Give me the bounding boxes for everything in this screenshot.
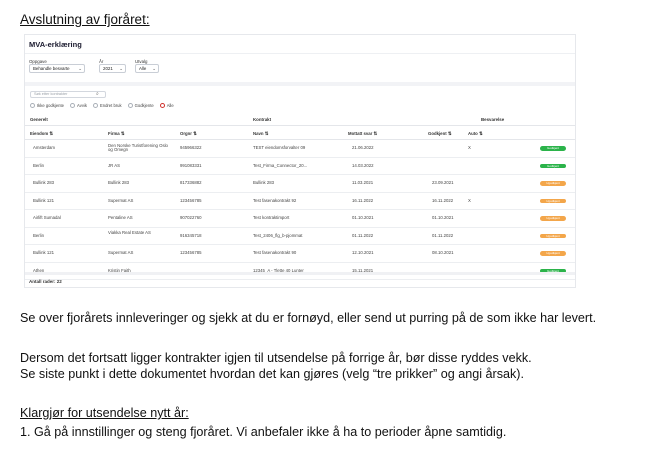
- cell-godkjent: 16.11.2022: [432, 197, 454, 203]
- cell-orgnr: 123456785: [180, 250, 202, 255]
- table-row[interactable]: [25, 140, 575, 158]
- cell-orgnr: 991083331: [180, 162, 202, 168]
- filter-label-utvalg: Utvalg: [135, 59, 148, 64]
- cell-navn: Test kontraktimport: [253, 215, 290, 220]
- cell-firma: Supermat AS: [108, 250, 134, 255]
- radio-circle-icon: [70, 103, 75, 108]
- paragraph-cleanup: Dersom det fortsatt ligger kontrakter igjen til utsendelse på forrige år, bør disse ryddes vekk.: [20, 351, 532, 365]
- cell-navn: TEST eiendomsforvalter 09: [253, 145, 306, 150]
- cell-firma: JR AS: [108, 162, 120, 168]
- cell-godkjent: 08.10.2021: [432, 250, 454, 255]
- cell-eiendom: Bullink 121: [33, 250, 55, 255]
- row-count: Antall rader: 22: [29, 279, 62, 284]
- cell-navn: 12345_A - Tlette 40 Lunter: [253, 267, 304, 273]
- cell-orgnr: 945966322: [180, 145, 202, 150]
- cell-orgnr: 907022760: [180, 215, 202, 220]
- cell-mottatt: 11.03.2021: [352, 180, 374, 185]
- status-badge: Ugodkjent: [540, 234, 566, 239]
- cell-eiendom: Airlift Sumadal: [33, 215, 61, 220]
- search-input[interactable]: Søk etter kontrakter: [30, 91, 106, 98]
- section-heading-prepare: Klargjør for utsendelse nytt år:: [20, 406, 189, 420]
- radio-label: Endret bruk: [99, 103, 122, 108]
- radio-godkjente[interactable]: [128, 103, 154, 108]
- cell-firma: Den Norske Turistforening Oslo og Omegn: [108, 142, 168, 153]
- cell-firma: Bullink 283: [108, 180, 130, 185]
- column-header-mottatt[interactable]: Mottatt svar ⇅: [348, 131, 378, 136]
- radio-label: Avvik: [77, 103, 87, 108]
- radio-avvik[interactable]: [70, 103, 87, 108]
- cell-orgnr: 123456785: [180, 197, 202, 203]
- cell-navn: Test_Firma_Connector_20...: [253, 162, 308, 168]
- column-header-eiendom[interactable]: Eiendom ⇅: [30, 131, 53, 136]
- status-badge: Ugodkjent: [540, 181, 566, 186]
- cell-firma: Supermat AS: [108, 197, 134, 203]
- paragraph-step1: 1. Gå på innstillinger og steng fjoråret. Vi anbefaler ikke å ha to perioder åpne samtidig.: [20, 425, 507, 439]
- cell-eiendom: Amsterdam: [33, 145, 55, 150]
- horizontal-scrollbar[interactable]: [25, 272, 575, 275]
- panel-separator: [25, 82, 575, 86]
- radio-ikke-godkjente[interactable]: [30, 103, 64, 108]
- cell-mottatt: 21.06.2022: [352, 145, 374, 150]
- table-row[interactable]: [25, 175, 575, 193]
- paragraph-review: Se over fjorårets innleveringer og sjekk at du er fornøyd, eller send ut purring på de som ikke har levert.: [20, 311, 597, 325]
- search-icon[interactable]: ⌕: [96, 91, 99, 97]
- cell-auto: X: [468, 145, 471, 150]
- status-badge: Ugodkjent: [540, 251, 566, 256]
- utvalg-select-value: Alle: [139, 66, 147, 71]
- cell-eiendom: Berlin: [33, 162, 44, 168]
- cell-navn: Test_2406_flg_b-pjommat: [253, 232, 303, 238]
- cell-godkjent: 23.09.2021: [432, 180, 454, 185]
- status-badge: Godkjent: [540, 146, 566, 151]
- cell-mottatt: 15.11.2021: [352, 267, 374, 273]
- year-select-value: 2021: [103, 66, 113, 71]
- radio-label: Ikke godkjente: [37, 103, 65, 108]
- status-badge: Ugodkjent: [540, 216, 566, 221]
- radio-selected-icon: [160, 103, 165, 108]
- table-row[interactable]: [25, 158, 575, 176]
- filter-label-ar: År: [99, 59, 104, 64]
- radio-circle-icon: [128, 103, 133, 108]
- cell-orgnr: 916345718: [180, 232, 202, 238]
- cell-godkjent: 01.11.2022: [432, 232, 454, 238]
- cell-eiendom: Athen: [33, 267, 45, 273]
- status-badge: Godkjent: [540, 269, 566, 274]
- group-header-generelt: Generelt: [30, 117, 48, 122]
- cell-mottatt: 01.11.2022: [352, 232, 374, 238]
- radio-circle-icon: [30, 103, 35, 108]
- filter-label-oppgave: Oppgave: [29, 59, 47, 64]
- utvalg-select[interactable]: [135, 64, 159, 73]
- status-badge: Godkjent: [540, 164, 566, 169]
- year-select[interactable]: [99, 64, 126, 73]
- cell-eiendom: Bullink 283: [33, 180, 55, 185]
- cell-mottatt: 01.10.2021: [352, 215, 374, 220]
- oppgave-select[interactable]: [29, 64, 85, 73]
- column-header-godkjent[interactable]: Godkjent ⇅: [428, 131, 452, 136]
- chevron-down-icon: ⌄: [78, 66, 82, 71]
- table-row[interactable]: [25, 228, 575, 246]
- group-header-besvarelse: Besvarelse: [481, 117, 505, 122]
- paragraph-howto: Se siste punkt i dette dokumentet hvordan det kan gjøres (velg “tre prikker” og angi årsak).: [20, 367, 524, 381]
- divider: [25, 125, 575, 126]
- column-header-orgnr[interactable]: Orgnr ⇅: [180, 131, 197, 136]
- table-row[interactable]: [25, 245, 575, 263]
- table-row[interactable]: [25, 193, 575, 211]
- divider: [25, 53, 575, 54]
- radio-endret-bruk[interactable]: [93, 103, 122, 108]
- column-header-navn[interactable]: Navn ⇅: [253, 131, 269, 136]
- column-header-auto[interactable]: Auto ⇅: [468, 131, 483, 136]
- cell-firma: Pentaline AS: [108, 215, 133, 220]
- cell-mottatt: 12.10.2021: [352, 250, 374, 255]
- section-heading-closing: Avslutning av fjoråret:: [20, 12, 150, 27]
- radio-label: Alle: [166, 103, 174, 108]
- chevron-down-icon: ⌄: [152, 66, 156, 71]
- radio-alle[interactable]: [160, 103, 174, 108]
- cell-firma: Kristin Faith: [108, 267, 131, 273]
- cell-eiendom: Bullink 121: [33, 197, 55, 203]
- cell-eiendom: Berlin: [33, 232, 44, 238]
- cell-godkjent: 01.10.2021: [432, 215, 454, 220]
- cell-firma: Viakka Real Estate AS: [108, 230, 151, 235]
- group-header-kontrakt: Kontrakt: [253, 117, 272, 122]
- chevron-down-icon: ⌄: [119, 66, 123, 71]
- app-title: MVA-erklæring: [29, 40, 82, 49]
- cell-navn: Test fasenakontrakt 92: [253, 197, 297, 203]
- column-header-firma[interactable]: Firma ⇅: [108, 131, 125, 136]
- cell-orgnr: 817336882: [180, 180, 202, 185]
- embedded-screenshot: [24, 34, 576, 288]
- status-badge: Ugodkjent: [540, 199, 566, 204]
- cell-mottatt: 16.11.2022: [352, 197, 374, 203]
- radio-label: Godkjente: [134, 103, 154, 108]
- radio-circle-icon: [93, 103, 98, 108]
- status-filter-radios: [30, 103, 174, 108]
- oppgave-select-value: Behandle besvarte: [33, 66, 70, 71]
- cell-navn: Bullink 283: [253, 180, 275, 185]
- cell-navn: Test fasenakontrakt 90: [253, 250, 297, 255]
- cell-mottatt: 14.03.2022: [352, 162, 374, 168]
- table-row[interactable]: [25, 210, 575, 228]
- cell-auto: X: [468, 197, 471, 203]
